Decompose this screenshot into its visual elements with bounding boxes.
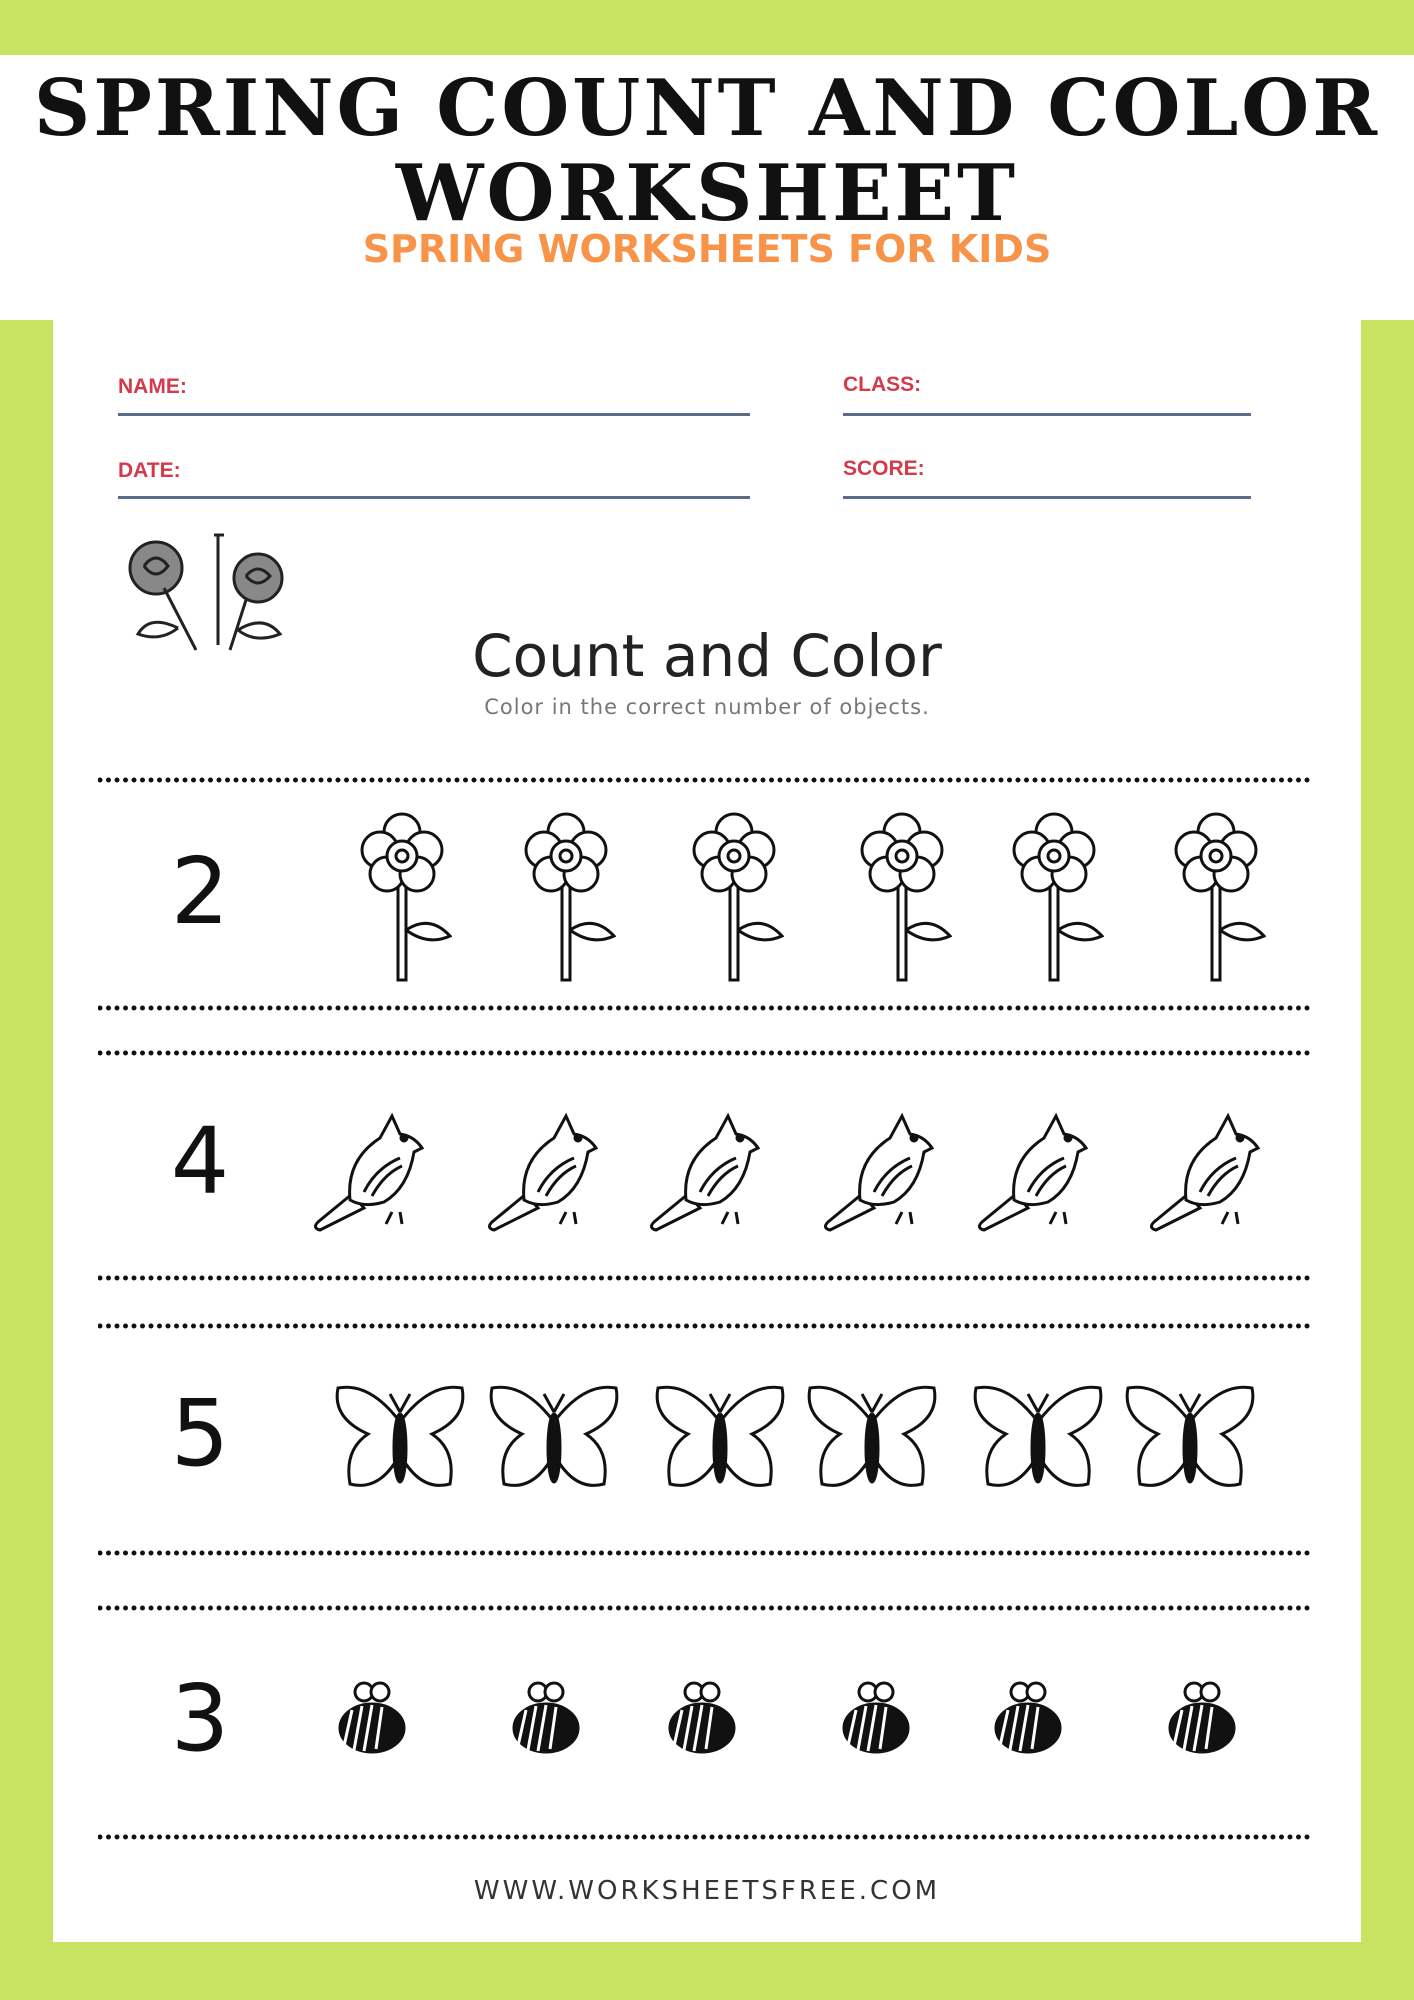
- row-number-bees: 3: [170, 1665, 230, 1772]
- bird-icon[interactable]: [822, 1112, 952, 1232]
- flower-icon[interactable]: [1004, 812, 1104, 982]
- footer-url: WWW.WORKSHEETSFREE.COM: [473, 1876, 941, 1906]
- butterfly-icon[interactable]: [968, 1382, 1108, 1502]
- bird-icon[interactable]: [976, 1112, 1106, 1232]
- class-field[interactable]: [843, 413, 1251, 416]
- page-subtitle: SPRING WORKSHEETS FOR KIDS: [362, 227, 1052, 271]
- score-field[interactable]: [843, 496, 1251, 499]
- dotted-line: [98, 1322, 1316, 1330]
- page-title-line-2: WORKSHEET: [395, 148, 1019, 239]
- bird-icon[interactable]: [1148, 1112, 1278, 1232]
- bee-icon[interactable]: [838, 1680, 918, 1760]
- date-label: DATE:: [118, 459, 181, 482]
- bird-icon[interactable]: [648, 1112, 778, 1232]
- row-number-flowers: 2: [170, 838, 230, 945]
- flower-icon[interactable]: [516, 812, 616, 982]
- bee-icon[interactable]: [990, 1680, 1070, 1760]
- butterfly-icon[interactable]: [650, 1382, 790, 1502]
- flower-icon[interactable]: [352, 812, 452, 982]
- bee-icon[interactable]: [1164, 1680, 1244, 1760]
- dotted-line: [98, 776, 1316, 784]
- bee-icon[interactable]: [334, 1680, 414, 1760]
- worksheet-instruction: Color in the correct number of objects.: [484, 695, 930, 719]
- butterfly-icon[interactable]: [802, 1382, 942, 1502]
- header: [0, 55, 1414, 320]
- score-label: SCORE:: [843, 457, 925, 480]
- flower-icon[interactable]: [852, 812, 952, 982]
- dotted-line: [98, 1549, 1316, 1557]
- flower-icon[interactable]: [1166, 812, 1266, 982]
- butterfly-icon[interactable]: [1120, 1382, 1260, 1502]
- top-border: [0, 0, 1414, 55]
- row-number-birds: 4: [170, 1108, 230, 1215]
- bee-icon[interactable]: [664, 1680, 744, 1760]
- bird-icon[interactable]: [486, 1112, 616, 1232]
- dotted-line: [98, 1004, 1316, 1012]
- row-number-butterflies: 5: [170, 1380, 230, 1487]
- class-label: CLASS:: [843, 373, 922, 396]
- flower-icon[interactable]: [684, 812, 784, 982]
- bee-icon[interactable]: [508, 1680, 588, 1760]
- butterfly-icon[interactable]: [484, 1382, 624, 1502]
- name-field[interactable]: [118, 413, 750, 416]
- bird-icon[interactable]: [312, 1112, 442, 1232]
- dotted-line: [98, 1604, 1316, 1612]
- dotted-line: [98, 1274, 1316, 1282]
- butterfly-icon[interactable]: [330, 1382, 470, 1502]
- page-title-line-1: SPRING COUNT AND COLOR: [33, 63, 1381, 154]
- worksheet-heading: Count and Color: [472, 622, 942, 690]
- dotted-line: [98, 1833, 1316, 1841]
- bottom-border: [0, 1942, 1414, 2000]
- name-label: NAME:: [118, 375, 187, 398]
- dotted-line: [98, 1049, 1316, 1057]
- date-field[interactable]: [118, 496, 750, 499]
